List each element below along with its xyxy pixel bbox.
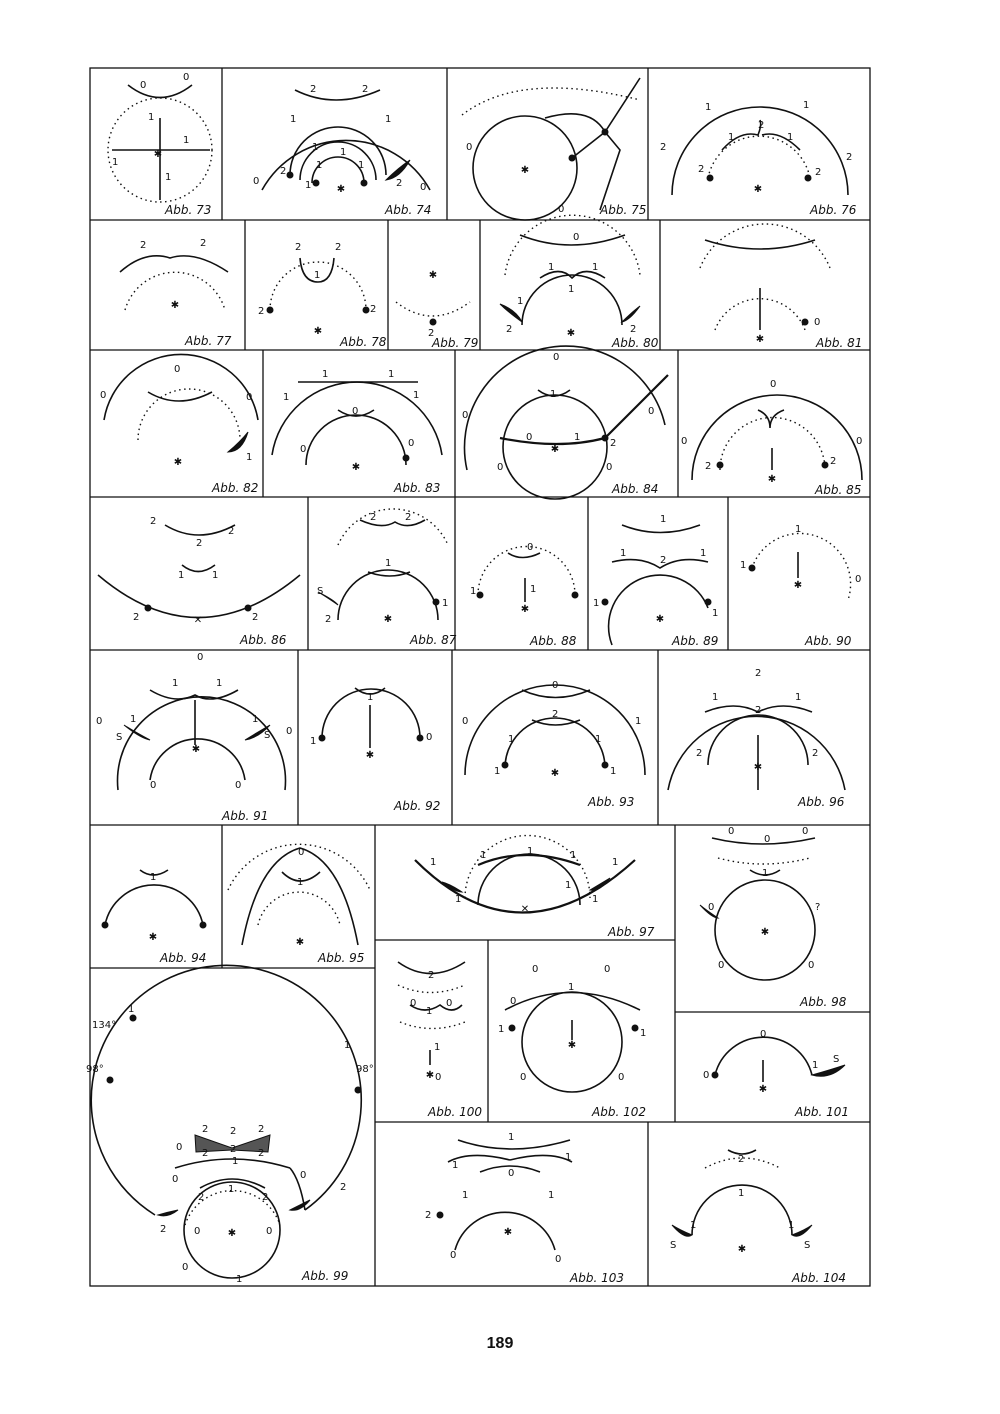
mark: 2 (396, 178, 403, 189)
figure-label: Abb. 100 (428, 1105, 482, 1119)
svg-text:✱: ✱ (351, 462, 361, 473)
figure-label: Abb. 88 (530, 634, 577, 648)
panel-abb-77 (120, 238, 232, 348)
mark: 1 (310, 736, 317, 747)
mark: 1 (480, 850, 487, 861)
mark: S (317, 586, 324, 597)
svg-text:✱: ✱ (737, 1244, 747, 1255)
mark: 2 (428, 328, 435, 339)
panel-abb-78 (258, 242, 387, 349)
grid-lines (90, 68, 870, 1286)
mark: 1 (148, 112, 155, 123)
panel-abb-79 (396, 270, 478, 350)
mark: 0 (197, 652, 204, 663)
mark: 0 (426, 732, 433, 743)
mark: 0 (462, 716, 469, 727)
mark: 1 (610, 766, 617, 777)
svg-text:✱: ✱ (760, 927, 770, 938)
figure-label: Abb. 80 (612, 336, 659, 350)
mark: 2 (758, 120, 765, 131)
mark: 1 (568, 284, 575, 295)
figure-label: Abb. 103 (570, 1271, 624, 1285)
mark: 2 (262, 1192, 269, 1203)
panel-abb-94 (102, 870, 207, 965)
mark: 2 (335, 242, 342, 253)
mark: 0 (300, 1170, 307, 1181)
mark: 2 (830, 456, 837, 467)
panel-abb-99 (86, 965, 374, 1285)
mark: 2 (230, 1144, 237, 1155)
figure-label: Abb. 83 (394, 481, 441, 495)
mark: 2 (506, 324, 513, 335)
figure-label: Abb. 87 (410, 633, 457, 647)
mark: 1 (635, 716, 642, 727)
mark: 1 (172, 678, 179, 689)
mark: 0 (410, 998, 417, 1009)
panel-abb-88 (470, 542, 579, 648)
mark: 0 (703, 1070, 710, 1081)
mark: 0 (266, 1226, 273, 1237)
figure-label: Abb. 75 (600, 203, 647, 217)
figure-label: Abb. 98 (800, 995, 847, 1009)
panel-abb-98 (700, 826, 847, 1009)
mark: 0 (526, 432, 533, 443)
svg-text:✱: ✱ (148, 932, 158, 943)
mark: 2 (552, 709, 559, 720)
mark: 2 (660, 555, 667, 566)
mark: 0 (174, 364, 181, 375)
svg-text:✱: ✱ (313, 326, 323, 337)
mark: 2 (698, 164, 705, 175)
mark: 1 (738, 1188, 745, 1199)
mark: 1 (430, 857, 437, 868)
svg-text:✕: ✕ (520, 904, 530, 915)
mark: 0 (520, 1072, 527, 1083)
mark: 2 (630, 324, 637, 335)
figure-label: Abb. 92 (394, 799, 441, 813)
mark: 2 (200, 238, 207, 249)
mark: 2 (140, 240, 147, 251)
mark: 0 (648, 406, 655, 417)
mark: 1 (246, 452, 253, 463)
mark: 0 (532, 964, 539, 975)
mark: 1 (762, 868, 769, 879)
mark: 1 (367, 692, 374, 703)
mark: 2 (230, 1126, 237, 1137)
figure-label: Abb. 99 (302, 1269, 349, 1283)
page-number: 189 (486, 1335, 514, 1352)
mark: 0 (510, 996, 517, 1007)
mark: 0 (802, 826, 809, 837)
svg-text:✱: ✱ (753, 184, 763, 195)
mark: 1 (592, 262, 599, 273)
mark: 2 (202, 1124, 209, 1135)
mark: 0 (420, 182, 427, 193)
mark: 1 (252, 714, 259, 725)
mark: 2 (370, 304, 377, 315)
svg-text:✱: ✱ (365, 750, 375, 761)
mark: 0 (100, 390, 107, 401)
panel-abb-83 (272, 369, 442, 495)
mark: 0 (681, 436, 688, 447)
panel-abb-104 (670, 1150, 846, 1285)
mark: 1 (128, 1004, 135, 1015)
mark: 0 (182, 1262, 189, 1273)
mark: 0 (140, 80, 147, 91)
mark: 2 (202, 1148, 209, 1159)
mark: 2 (425, 1210, 432, 1221)
mark: 2 (362, 84, 369, 95)
mark: 0 (408, 438, 415, 449)
mark: 0 (856, 436, 863, 447)
mark: 1 (216, 678, 223, 689)
mark: 1 (312, 142, 319, 153)
mark: 2 (370, 512, 377, 523)
mark: S (264, 730, 271, 741)
mark: 0 (194, 1226, 201, 1237)
mark: 2 (310, 84, 317, 95)
svg-text:✱: ✱ (520, 165, 530, 176)
mark: 1 (660, 514, 667, 525)
mark: 1 (728, 132, 735, 143)
mark: 0 (96, 716, 103, 727)
mark: 2 (325, 614, 332, 625)
mark: 2 (133, 612, 140, 623)
mark: 1 (385, 114, 392, 125)
mark: 2 (258, 1124, 265, 1135)
svg-text:✱: ✱ (655, 614, 665, 625)
svg-text:✱: ✱ (755, 334, 765, 345)
mark: S (670, 1240, 677, 1251)
mark: 1 (112, 157, 119, 168)
mark: 0 (435, 1072, 442, 1083)
panel-abb-101 (703, 1029, 849, 1119)
mark: 1 (178, 570, 185, 581)
mark: 1 (568, 982, 575, 993)
mark: 1 (787, 132, 794, 143)
figure-label: Abb. 90 (805, 634, 852, 648)
svg-text:✱: ✱ (793, 580, 803, 591)
mark: 1 (595, 734, 602, 745)
svg-text:✱: ✱ (767, 474, 777, 485)
mark: 1 (434, 1042, 441, 1053)
mark: 0 (462, 410, 469, 421)
figure-label: Abb. 85 (815, 483, 862, 497)
figure-label: Abb. 96 (798, 795, 845, 809)
mark: 1 (316, 160, 323, 171)
mark: 0 (235, 780, 242, 791)
mark: 2 (846, 152, 853, 163)
mark: 1 (228, 1184, 235, 1195)
mark: 2 (755, 705, 762, 716)
mark: 2 (228, 526, 235, 537)
svg-text:✱: ✱ (336, 184, 346, 195)
panel-abb-90 (740, 524, 861, 648)
mark: 0 (558, 204, 565, 215)
figure-label: Abb. 93 (588, 795, 635, 809)
mark: S (804, 1240, 811, 1251)
svg-text:✱: ✱ (567, 1040, 577, 1051)
mark: 1 (712, 692, 719, 703)
mark: 1 (530, 584, 537, 595)
svg-text:✱: ✱ (550, 768, 560, 779)
mark: 1 (290, 114, 297, 125)
mark: 1 (232, 1156, 239, 1167)
mark: 1 (322, 369, 329, 380)
figure-label: Abb. 104 (792, 1271, 846, 1285)
mark: 1 (358, 160, 365, 171)
mark: 2 (258, 306, 265, 317)
mark: 0 (606, 462, 613, 473)
svg-text:✱: ✱ (295, 937, 305, 948)
mark: 1 (517, 296, 524, 307)
mark: 0 (728, 826, 735, 837)
mark: 0 (446, 998, 453, 1009)
mark: 1 (297, 877, 304, 888)
mark: 1 (388, 369, 395, 380)
svg-text:✱: ✱ (503, 1227, 513, 1238)
svg-text:✱: ✱ (428, 270, 438, 281)
mark: S (833, 1054, 840, 1065)
mark: 0 (176, 1142, 183, 1153)
panel-abb-100 (398, 962, 482, 1119)
mark: 0 (808, 960, 815, 971)
svg-text:✱: ✱ (520, 604, 530, 615)
mark: 1 (593, 598, 600, 609)
mark: 0 (552, 680, 559, 691)
mark: 1 (548, 262, 555, 273)
mark: 1 (150, 872, 157, 883)
figure-label: Abb. 82 (212, 481, 259, 495)
svg-text:✱: ✱ (758, 1084, 768, 1095)
mark: 0 (553, 352, 560, 363)
mark: 0 (286, 726, 293, 737)
mark: 1 (570, 850, 577, 861)
mark: 0 (253, 176, 260, 187)
figure-label: Abb. 102 (592, 1105, 646, 1119)
mark: 2 (295, 242, 302, 253)
mark: 1 (212, 570, 219, 581)
mark: 2 (815, 167, 822, 178)
panel-abb-75 (462, 78, 646, 220)
mark: ? (815, 902, 821, 913)
svg-text:✱: ✱ (566, 328, 576, 339)
figure-label: Abb. 86 (240, 633, 287, 647)
mark: 1 (640, 1028, 647, 1039)
panel-abb-81 (700, 224, 862, 350)
figure-label: Abb. 79 (432, 336, 479, 350)
svg-text:✱: ✱ (153, 149, 163, 160)
mark: 2 (150, 516, 157, 527)
mark: 1 (620, 548, 627, 559)
panel-abb-86 (98, 516, 300, 647)
mark: 0 (527, 542, 534, 553)
panel-abb-95 (228, 844, 370, 965)
panel-abb-87 (317, 509, 457, 647)
panel-abb-84 (462, 346, 668, 499)
mark: 2 (160, 1224, 167, 1235)
mark: 1 (795, 692, 802, 703)
figure-label: Abb. 97 (608, 925, 655, 939)
mark: 1 (527, 846, 534, 857)
mark: 1 (498, 1024, 505, 1035)
figure-label: Abb. 89 (672, 634, 719, 648)
mark: 0 (172, 1174, 179, 1185)
panel-abb-103 (425, 1132, 624, 1285)
panel-abb-92 (310, 688, 440, 813)
figure-label: Abb. 94 (160, 951, 207, 965)
mark: 1 (803, 100, 810, 111)
mark: 0 (770, 379, 777, 390)
mark: 1 (426, 1006, 433, 1017)
figure-label: Abb. 81 (816, 336, 863, 350)
mark: 1 (165, 172, 172, 183)
figure-label: Abb. 84 (612, 482, 659, 496)
panel-abb-91 (96, 652, 292, 823)
mark: 2 (755, 668, 762, 679)
mark: 1 (344, 1040, 351, 1051)
mark: 0 (618, 1072, 625, 1083)
mark: 2 (738, 1154, 745, 1165)
mark: 2 (198, 1192, 205, 1203)
panel-abb-85 (681, 379, 862, 497)
mark: 0 (150, 780, 157, 791)
mark: 2 (340, 1182, 347, 1193)
mark: 1 (385, 558, 392, 569)
mark: 1 (712, 608, 719, 619)
mark: 1 (305, 180, 312, 191)
mark: 2 (610, 438, 617, 449)
mark: 1 (548, 1190, 555, 1201)
mark: 2 (428, 970, 435, 981)
svg-text:✱: ✱ (753, 762, 763, 773)
figure-label: Abb. 101 (795, 1105, 849, 1119)
panel-abb-102 (498, 964, 646, 1119)
mark: 1 (690, 1220, 697, 1231)
mark: S (116, 732, 123, 743)
panel-abb-82 (100, 354, 258, 495)
mark: 0 (855, 574, 862, 585)
mark: 1 (442, 598, 449, 609)
panel-abb-93 (462, 680, 645, 809)
mark: 1 (462, 1190, 469, 1201)
mark: 1 (283, 392, 290, 403)
mark: 1 (340, 147, 347, 158)
mark: 0 (450, 1250, 457, 1261)
mark: 1 (574, 432, 581, 443)
mark: 0 (497, 462, 504, 473)
mark: 0 (352, 406, 359, 417)
mark: 1 (812, 1060, 819, 1071)
figure-label: Abb. 78 (340, 335, 387, 349)
svg-text:✕: ✕ (193, 615, 203, 626)
mark: 1 (413, 390, 420, 401)
mark: 1 (795, 524, 802, 535)
mark: 98° (86, 1064, 104, 1075)
mark: 1 (612, 857, 619, 868)
mark: 1 (314, 270, 321, 281)
mark: 0 (466, 142, 473, 153)
svg-text:✱: ✱ (425, 1070, 435, 1081)
mark: 98° (356, 1064, 374, 1075)
svg-text:✱: ✱ (170, 300, 180, 311)
mark: 2 (252, 612, 259, 623)
mark: 1 (508, 734, 515, 745)
mark: 0 (555, 1254, 562, 1265)
svg-text:✱: ✱ (173, 457, 183, 468)
mark: 0 (764, 834, 771, 845)
panel-abb-80 (500, 215, 659, 350)
mark: 2 (405, 512, 412, 523)
mark: 0 (814, 317, 821, 328)
mark: 2 (280, 166, 287, 177)
svg-text:✱: ✱ (227, 1228, 237, 1239)
panel-abb-89 (593, 514, 718, 648)
panel-abb-74 (253, 84, 431, 217)
mark: 134° (92, 1020, 117, 1031)
mark: 0 (298, 847, 305, 858)
panel-abb-73 (108, 72, 212, 217)
mark: 2 (196, 538, 203, 549)
panel-abb-97 (415, 836, 655, 940)
mark: 0 (246, 392, 253, 403)
mark: 0 (300, 444, 307, 455)
mark: 0 (708, 902, 715, 913)
panel-abb-76 (660, 100, 857, 217)
mark: 1 (455, 894, 462, 905)
svg-text:✱: ✱ (191, 744, 201, 755)
mark: 0 (604, 964, 611, 975)
panel-abb-96 (668, 668, 845, 809)
mark: 1 (565, 1152, 572, 1163)
mark: 2 (660, 142, 667, 153)
mark: 0 (183, 72, 190, 83)
mark: 1 (592, 894, 599, 905)
mark: 1 (236, 1274, 243, 1285)
mark: 2 (696, 748, 703, 759)
mark: 1 (494, 766, 501, 777)
mark: 0 (573, 232, 580, 243)
mark: 1 (788, 1220, 795, 1231)
mark: 1 (700, 548, 707, 559)
mark: 2 (705, 461, 712, 472)
mark: 0 (718, 960, 725, 971)
figure-label: Abb. 73 (165, 203, 212, 217)
mark: 0 (760, 1029, 767, 1040)
figure-label: Abb. 91 (222, 809, 269, 823)
mark: 1 (470, 586, 477, 597)
figure-label: Abb. 76 (810, 203, 857, 217)
figure-label: Abb. 95 (318, 951, 365, 965)
mark: 1 (183, 135, 190, 146)
svg-text:✱: ✱ (550, 444, 560, 455)
mark: 2 (258, 1148, 265, 1159)
figure-label: Abb. 77 (185, 334, 232, 348)
mark: 1 (130, 714, 137, 725)
svg-text:✱: ✱ (383, 614, 393, 625)
mark: 1 (508, 1132, 515, 1143)
mark: 1 (452, 1160, 459, 1171)
mark: 1 (705, 102, 712, 113)
mark: 2 (812, 748, 819, 759)
mark: 1 (550, 389, 557, 400)
mark: 0 (508, 1168, 515, 1179)
figure-label: Abb. 74 (385, 203, 432, 217)
mark: 1 (740, 560, 747, 571)
mark: 1 (565, 880, 572, 891)
